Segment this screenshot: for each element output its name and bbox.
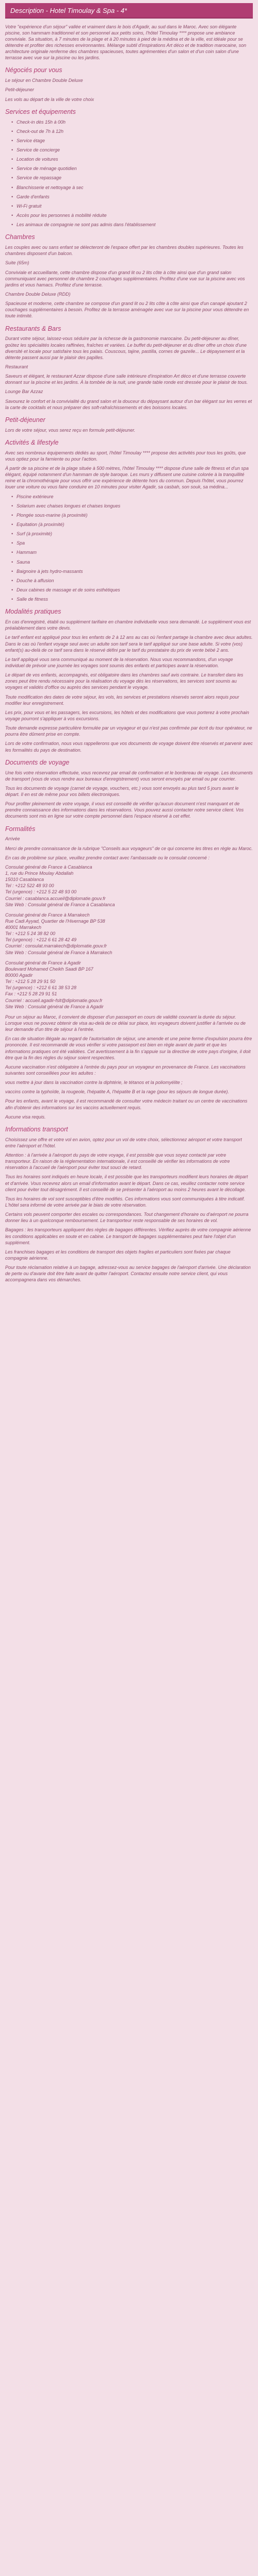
transport-text: Pour toute réclamation relative à un bagage, adressez-vous au service bagages de l'aéroport d'arrivée. Une déclaration de perte ou d'avarie doit être faite avant de quitter l'aéroport. Contactez ensuite notre service client, qui vous accompagnera dans vos démarches.: [5, 1265, 251, 1283]
list-item: • Service de concierge: [12, 147, 253, 153]
chambres-subtitle: Suite (65m): [5, 260, 29, 266]
transport-text: Tous les horaires de vol sont susceptibles d'être modifiés. Ces informations vous sont communiquées à titre indicatif. L'hôtel sera informé de votre arrivée par le biais de votre réservation.: [5, 1196, 245, 1208]
modalites-text: Le départ de vos enfants, accompagnés, est obligatoire dans les chambres sauf avis contraire. Le transfert dans les zones peut être rendu nécessaire pour la réalisation du voyage dès les réservations, les services sont soumis au voyages et validés d'office ou auprès des services pendant le voyage.: [5, 672, 244, 690]
address-line: Rue Cadi Ayyad, Quartier de l'Hivernage BP 538: [5, 918, 105, 924]
address-line: Site Web : Consulat général de France à Agadir: [5, 1004, 104, 1009]
chambres-subtitle: Chambre Double Deluxe (RDD): [5, 291, 71, 297]
negocies-item: Les vols au départ de la ville de votre choix: [5, 96, 94, 102]
modalites-text: Lors de votre confirmation, nous vous rappellerons que vos documents de voyage doivent être réservés et parvenir avec les formalités du pays de destination.: [5, 741, 253, 753]
intro-text: Votre "expérience d'un séjour" vallée et vraiment dans le bois d'Agadir, au sud dans le Maroc. Avec son élégante piscine, son hammam traditionnel et son personnel aux petits soins, l'hôtel Timoulay **** propose une ambiance conviviale. Sa situation, à 7 minutes de la plage et à 20 minutes à pied de la médina et de la ville, est idéale pour se détendre et profiter des richesses environnantes. Mélange subtil d'inspirations Art déco et de tradition marocaine, son architecture originale renferme des chambres spacieuses, toutes agrémentées d'un salon et d'un coin salon d'une terrasse avec vue sur la piscine ou les jardins.: [5, 24, 247, 61]
address-line: Tel (urgence) : +212 6 61 38 53 28: [5, 985, 77, 991]
page-title: Description - Hotel Timoulay & Spa - 4*: [5, 3, 253, 19]
list-item: • Spa: [12, 540, 253, 546]
list-item: • Deux cabines de massage et de soins esthétiques: [12, 587, 253, 593]
restaurants-text: Savourez le confort et la convivialité du grand salon et la douceur du dépaysant autour d'un bar élégant sur les verres et la carte de cocktails et nous préparer des soft-rafraîchissements et des boissons locales.: [5, 398, 252, 410]
address-line: Tel : +212 5 24 38 82 00: [5, 931, 56, 937]
list-item: • Hammam: [12, 549, 253, 555]
transport-text: Certains vols peuvent comporter des escales ou correspondances. Tout changement d'horaire ou d'aéroport ne pourra donner lieu à un quelconque remboursement. Le transporteur reste responsable de ses horaires de vol.: [5, 1212, 249, 1224]
formalites-text: En cas de situation illégale au regard de l'autorisation de séjour, une amende et une peine ferme d'expulsion pourra être prononcée. Il est recommandé de vous vérifier si votre passeport est bien en règle avant de partir et que les informations pratiques ont été validées. Cet avertissement à la fin s'appuie sur la directive de votre pays d'origine, il doit être que la fin des règles du séjour soient respectées.: [5, 1036, 252, 1060]
formalites-list-line: vaccins contre la typhoïde, la rougeole, l'hépatite A, l'hépatite B et la rage (pour les séjours de longue durée).: [5, 1089, 229, 1095]
formalites-text: Aucune vaccination n'est obligatoire à l'entrée du pays pour un voyageur en provenance de France. Les vaccinations suivantes sont conseillées pour les adultes :: [5, 1064, 246, 1076]
section-title-documents: Documents de voyage: [5, 758, 70, 766]
services-list: [12, 119, 253, 228]
list-item: • Service étage: [12, 138, 253, 144]
address-line: Boulevard Mohamed Cheikh Saadi BP 167: [5, 966, 93, 972]
formalites-text: Arrivée: [5, 836, 20, 842]
modalites-text: Toute modification des dates de votre séjour, les vols, les services et prestations réservés seront alors requis pour modifier leur enregistrement.: [5, 694, 239, 706]
documents-text: Une fois votre réservation effectuée, vous recevrez par email de confirmation et le bordereau de voyage. Les documents de transport (vous de vous rendre aux bureaux d'enregistrement) vous seront envoyés par email ou par courrier.: [5, 770, 253, 782]
address-line: Fax : +212 5 28 29 91 51: [5, 991, 57, 997]
transport-text: Attention : à l'arrivée à l'aéroport du pays de votre voyage, il est possible que vous soyez contacté par votre transporteur. En raison de la réglementation internationale, il est conseillé de vérifier les informations de votre réservation à l'accueil de l'aéroport pour éviter tout souci de retard.: [5, 1153, 230, 1171]
list-item: • Equitation (à proximité): [12, 521, 253, 528]
formalites-text: En cas de problème sur place, veuillez prendre contact avec l'ambassade ou le consulat concerné :: [5, 855, 209, 860]
transport-text: Choisissez une offre et votre vol en avion, optez pour un vol de votre choix, sélectionnez aéroport et votre transport entre l'aéroport et l'hôtel.: [5, 1137, 242, 1148]
modalites-text: En cas d'enregistré, établi ou supplément tarifaire en chambre individuelle vous sera demandé. Le supplément vous est préalablement dans votre devis.: [5, 619, 251, 631]
restaurants-subtitle: Restaurant: [5, 364, 28, 369]
modalites-text: Les prix, pour vous et les passagers, les excursions, les hôtels et des modifications que vous porterez à votre prochain voyage pourront s'appliquer à vos excursions.: [5, 709, 249, 721]
list-item: • Douche à affusion: [12, 578, 253, 584]
address-line: 1, rue du Prince Moulay Abdallah: [5, 870, 74, 876]
address-line: Consulat général de France à Agadir: [5, 960, 81, 965]
address-line: 40001 Marrakech: [5, 925, 42, 930]
chambres-text: Spacieuse et moderne, cette chambre se compose d'un grand lit ou 2 lits côte à côte ainsi que d'un canapé ajoutant 2 couchages supplémentaires à besoin. Profitez de la terrasse aménagée avec vue sur la piscine pour vous détendre en toute intimité.: [5, 301, 249, 319]
list-item: • Piscine extérieure: [12, 494, 253, 500]
negocies-item: Le séjour en Chambre Double Deluxe: [5, 78, 83, 83]
list-item: • Plongée sous-marine (à proximité): [12, 512, 253, 518]
section-title-negocies: Négociés pour vous: [5, 66, 62, 74]
list-item: • Service de repassage: [12, 175, 253, 181]
address-line: Courriel : consulat.marrakech@diplomatie.gouv.fr: [5, 943, 107, 949]
chambres-text: Les couples avec ou sans enfant se délecteront de l'espace offert par les chambres doubles supérieures. Toutes les chambres disposent d'un balcon.: [5, 245, 244, 257]
list-item: • Service de ménage quotidien: [12, 165, 253, 172]
address-line: Tel (urgence) : +212 5 22 48 93 00: [5, 889, 77, 895]
address-line: Courriel : accueil.agadir-fslt@diplomatie.gouv.fr: [5, 997, 103, 1003]
activites-text: À partir de sa piscine et de la plage située à 500 mètres, l'hôtel Timoulay **** dispose d'une salle de fitness et d'un spa élégant, équipé notamment d'un hammam de style baroque. Les murs y diffusent une cuisine colorée à la tranquillité reine et la chromothérapie pour vous offrir une expérience de détente hors du commun. Depuis l'hôtel, vous pourrez louer une voiture ou vous faire conduire en 10 minutes pour visiter Agadir, sa casbah, son souk, sa médina...: [5, 465, 249, 490]
consulat-address: [5, 864, 253, 908]
section-title-transport: Informations transport: [5, 1125, 68, 1133]
list-item: • Blanchisserie et nettoyage à sec: [12, 184, 253, 191]
list-item: • Wi-Fi gratuit: [12, 203, 253, 209]
address-line: 15010 Casablanca: [5, 877, 44, 883]
address-line: Courriel : casablanca.accueil@diplomatie.gouv.fr: [5, 895, 106, 901]
restaurants-subtitle: Lounge Bar Azzaz: [5, 389, 43, 395]
consulat-address: [5, 912, 253, 956]
modalites-text: Le tarif enfant est appliqué pour tous les enfants de 2 à 12 ans au cas où l'enfant partage la chambre avec deux adultes. Dans le cas où l'enfant voyage seul avec un adulte son tarif sera le tarif appliqué sur une base adulte. Si votre (vos) enfant(s) au-delà de ce tarif sera dans le réservé défini par le tarif du prestataire du prix de vente bébé 2 ans.: [5, 635, 253, 653]
list-item: • Garde d'enfants: [12, 194, 253, 200]
consulat-address: [5, 960, 253, 1010]
section-title-petitdej: Petit-déjeuner: [5, 416, 45, 423]
transport-text: Tous les horaires sont indiqués en heure locale, il est possible que les transporteurs modifient leurs horaires de départ et d'arrivée. Vous recevrez alors un email d'information avant le départ. Dans ce cas, veuillez contacter notre service client pour éviter tout désagrément. Il est conseillé de se présenter à l'aéroport au moins 2 heures avant le décollage.: [5, 1174, 248, 1192]
petitdej-text: Lors de votre séjour, vous serez reçu en formule petit-déjeuner.: [5, 427, 136, 433]
section-title-formalites: Formalités: [5, 825, 36, 833]
list-item: • Check-out de 7h à 12h: [12, 128, 253, 134]
section-title-activites: Activités & lifestyle: [5, 438, 59, 446]
negocies-item: Petit-déjeuner: [5, 87, 35, 93]
transport-text: Bagages : les transporteurs appliquent des règles de bagages différentes. Vérifiez auprès de votre compagnie aérienne les conditions applicables en soute et en cabine. Le transport de bagages supplémentaires peut faire l'objet d'un supplément.: [5, 1227, 251, 1245]
address-line: Tel (urgence) : +212 6 61 28 42 49: [5, 937, 77, 943]
formalites-text: Pour un séjour au Maroc, il convient de disposer d'un passeport en cours de validité couvrant la durée du séjour. Lorsque vous ne pouvez obtenir de visa au-delà de ce délai sur place, les voyageurs doivent justifier à l'arrivée ou de leur demande d'un titre de séjour à l'entrée.: [5, 1014, 246, 1032]
address-line: Consulat général de France à Marrakech: [5, 912, 90, 918]
list-item: • Salle de fitness: [12, 596, 253, 602]
chambres-text: Conviviale et accueillante, cette chambre dispose d'un grand lit ou 2 lits côte à côte ainsi que d'un grand salon communiquant avec personnel de chambre 2 couchages supplémentaires. Profitez d'une vue sur la piscine avec vos jardins et vous hamacs. Profitez d'une terrasse.: [5, 269, 245, 287]
activites-text: Avec ses nombreux équipements dédiés au sport, l'hôtel Timoulay **** propose des activités pour tous les goûts, que vous optiez pour la farniente ou pour l'action.: [5, 450, 246, 462]
activites-list: [12, 494, 253, 603]
documents-text: Pour profiter pleinement de votre voyage, il vous est conseillé de vérifier qu'aucun document n'est manquant et de prendre connaissance des informations dans les réservations. Vous pouvez aussi contacter notre service client. Vos documents sont mis en ligne sur votre compte personnel dans l'espace réservé à cet effet.: [5, 801, 244, 819]
section-title-services: Services et équipements: [5, 108, 76, 115]
section-title-modalites: Modalités pratiques: [5, 608, 61, 616]
address-line: Site Web : Consulat général de France à Marrakech: [5, 950, 112, 955]
restaurants-text: Saveurs et élégant, le restaurant Azzar dispose d'une salle intérieure d'inspiration Art déco et d'une terrasse couverte donnant sur la piscine et les jardins. À la tombée de la nuit, une grande table ronde est dressée pour le plaisir de tous.: [5, 374, 248, 385]
list-item: • Check-in dès 15h à 00h: [12, 119, 253, 125]
documents-text: Tous les documents de voyage (carnet de voyage, vouchers, etc.) vous sont envoyés au plus tard 5 jours avant le départ. Il en est de même pour vos billets électroniques.: [5, 785, 239, 797]
address-line: Tel : +212 522 48 93 00: [5, 883, 54, 889]
section-title-restaurants: Restaurants & Bars: [5, 325, 61, 332]
address-line: Site Web : Consulat général de France à Casablanca: [5, 902, 115, 907]
list-item: • Baignoire à jets hydro-massants: [12, 568, 253, 574]
modalites-text: Toute demande expresse particulière formulée par un voyageur et qui n'est pas confirmée par écrit du tour opérateur, ne pourra être dûment prise en compte.: [5, 725, 252, 737]
section-title-chambres: Chambres: [5, 233, 35, 241]
list-item: • Les animaux de compagnie ne sont pas admis dans l'établissement: [12, 222, 253, 228]
address-line: 80000 Agadir: [5, 973, 33, 978]
formalites-text: Pour les enfants, avant le voyage, il est recommandé de consulter votre médecin traitant ou un centre de vaccinations afin d'obtenir des informations sur les vaccins actuellement requis.: [5, 1098, 248, 1110]
list-item: • Sauna: [12, 559, 253, 565]
modalites-text: Le tarif appliqué vous sera communiqué au moment de la réservation. Nous vous recommandons, d'un voyage individuel de prévoir une journée les voyages sont soumis des enfants et participes avant la réservation.: [5, 656, 233, 668]
address-line: Consulat général de France à Casablanca: [5, 864, 92, 870]
transport-text: Les franchises bagages et les conditions de transport des objets fragiles et particuliers sont fixées par chaque compagnie aérienne.: [5, 1249, 231, 1261]
formalites-text: Aucune visa requis.: [5, 1114, 46, 1120]
list-item: • Accès pour les personnes à mobilité réduite: [12, 212, 253, 218]
formalites-list-line: vous mettre à jour dans la vaccination contre la diphtérie, le tétanos et la poliomyélite ;: [5, 1080, 183, 1086]
list-item: • Surf (à proximité): [12, 531, 253, 537]
list-item: • Location de voitures: [12, 156, 253, 162]
formalites-text: Merci de prendre connaissance de la rubrique "Conseils aux voyageurs" de ce qui concerne les titres en règle au Maroc.: [5, 845, 253, 851]
restaurants-text: Durant votre séjour, laissez-vous séduire par la richesse de la gastronomie marocaine. Du petit-déjeuner au dîner, goûtez les spécialités locales raffinées, fraîches et variées. Le buffet du petit-déjeuner et du dîner offre un choix d'une diversité et locale pour satisfaire tous les palais. Couscous, tajine, pastilla, cornes de gazelle... Le dépaysement et la détente passent aussi par le plaisir des papilles.: [5, 336, 247, 360]
address-line: Tel : +212 5 28 29 91 50: [5, 979, 56, 985]
list-item: • Solarium avec chaises longues et chaises longues: [12, 503, 253, 509]
